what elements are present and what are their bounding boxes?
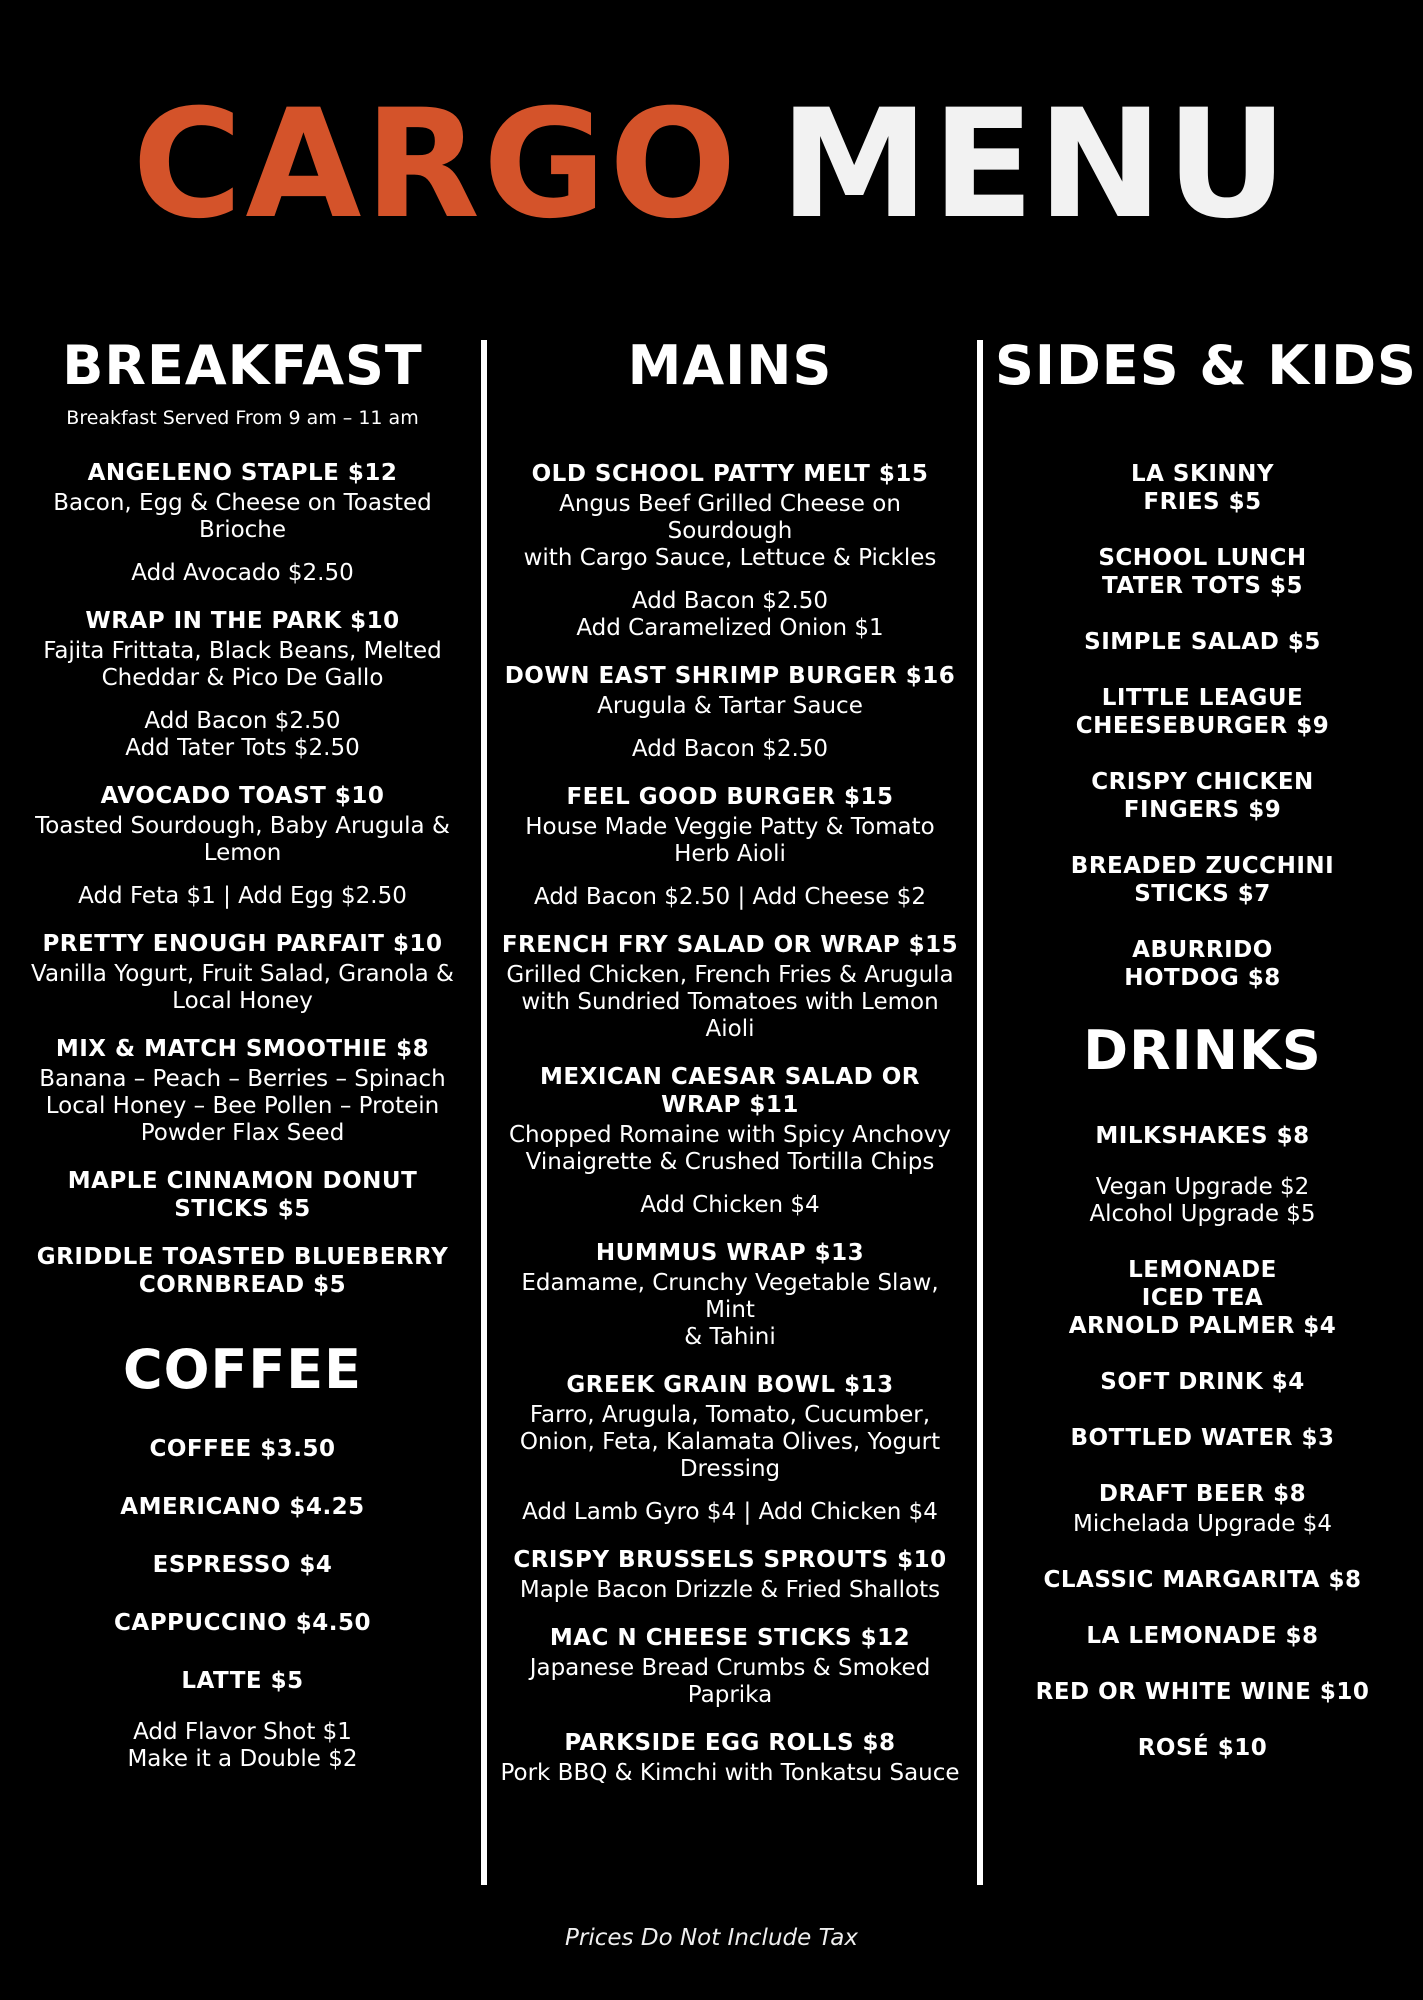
tax-note: Prices Do Not Include Tax — [565, 1925, 858, 1951]
item-name: BREADED ZUCCHINI STICKS $7 — [1070, 853, 1335, 907]
menu-item — [20, 1667, 465, 1695]
item-name: GRIDDLE TOASTED BLUEBERRY CORNBREAD $5 — [36, 1244, 449, 1298]
menu-item — [995, 1368, 1410, 1396]
menu-item — [495, 1371, 965, 1526]
menu-item — [20, 607, 465, 762]
item-name: HUMMUS WRAP $13 — [595, 1240, 865, 1266]
item-name: CRISPY CHICKEN FINGERS $9 — [1091, 769, 1314, 823]
menu-item — [495, 931, 965, 1043]
menu-item — [995, 544, 1410, 600]
item-description: Pork BBQ & Kimchi with Tonkatsu Sauce — [500, 1760, 960, 1786]
menu-item — [995, 628, 1410, 656]
item-name: CAPPUCCINO $4.50 — [114, 1610, 371, 1636]
mains-column — [495, 335, 965, 1807]
item-description: Michelada Upgrade $4 — [1072, 1511, 1332, 1537]
item-description: Arugula & Tartar Sauce — [597, 693, 863, 719]
item-name: MAC N CHEESE STICKS $12 — [549, 1625, 911, 1651]
item-name: ABURRIDO HOTDOG $8 — [1124, 937, 1281, 991]
item-name: MIX & MATCH SMOOTHIE $8 — [55, 1036, 430, 1062]
item-name: LA LEMONADE $8 — [1086, 1623, 1319, 1649]
menu-item — [495, 783, 965, 911]
coffee-heading: COFFEE — [122, 1338, 363, 1401]
item-name: DRAFT BEER $8 — [1098, 1481, 1307, 1507]
menu-item — [20, 930, 465, 1015]
menu-item — [20, 1493, 465, 1521]
item-description: Grilled Chicken, French Fries & Arugula with Sundried Tomatoes with Lemon Aioli — [506, 962, 954, 1042]
item-name: PRETTY ENOUGH PARFAIT $10 — [42, 931, 443, 957]
menu-item — [20, 1167, 465, 1223]
item-name: LATTE $5 — [181, 1668, 304, 1694]
menu-item — [20, 1609, 465, 1637]
breakfast-coffee-column — [20, 335, 465, 1773]
item-name: AVOCADO TOAST $10 — [100, 783, 385, 809]
menu-item — [20, 1243, 465, 1299]
item-name: LEMONADE ICED TEA ARNOLD PALMER $4 — [1068, 1257, 1337, 1339]
menu-item — [995, 1256, 1410, 1340]
drinks-heading: DRINKS — [1083, 1019, 1322, 1082]
item-description: Toasted Sourdough, Baby Arugula & Lemon — [35, 813, 450, 866]
item-name: SIMPLE SALAD $5 — [1084, 629, 1321, 655]
item-name: MILKSHAKES $8 — [1095, 1123, 1310, 1149]
menu-title — [0, 78, 1423, 252]
item-description: Japanese Bread Crumbs & Smoked Paprika — [529, 1655, 931, 1708]
menu-item — [495, 1546, 965, 1604]
menu-item — [995, 768, 1410, 824]
menu-item — [495, 1729, 965, 1787]
item-description: Angus Beef Grilled Cheese on Sourdough with Cargo Sauce, Lettuce & Pickles — [523, 491, 937, 571]
menu-item — [995, 852, 1410, 908]
menu-item — [995, 1122, 1410, 1228]
item-addon: Add Lamb Gyro $4 | Add Chicken $4 — [522, 1499, 938, 1525]
menu-item — [495, 460, 965, 642]
menu-item — [995, 1424, 1410, 1452]
menu-item — [995, 1566, 1410, 1594]
item-addon: Add Bacon $2.50 | Add Cheese $2 — [533, 884, 927, 910]
menu-item — [995, 1480, 1410, 1538]
breakfast-hours: Breakfast Served From 9 am – 11 am — [66, 407, 419, 429]
item-name: LA SKINNY FRIES $5 — [1130, 461, 1275, 515]
menu-item — [995, 460, 1410, 516]
column-divider-left — [481, 340, 487, 1885]
menu-item — [995, 936, 1410, 992]
item-description: House Made Veggie Patty & Tomato Herb Aioli — [525, 814, 935, 867]
item-addon: Add Avocado $2.50 — [131, 560, 354, 586]
menu-item — [995, 1678, 1410, 1706]
item-addon: Add Chicken $4 — [640, 1192, 820, 1218]
column-divider-right — [977, 340, 983, 1885]
item-name: ROSÉ $10 — [1137, 1735, 1268, 1761]
menu-item — [20, 1035, 465, 1147]
item-description: Banana – Peach – Berries – Spinach Local Honey – Bee Pollen – Protein Powder Flax Seed — [39, 1066, 446, 1146]
title-word-menu: MENU — [779, 78, 1291, 252]
menu-item — [20, 459, 465, 587]
item-name: MAPLE CINNAMON DONUT STICKS $5 — [67, 1168, 418, 1222]
item-description: Vanilla Yogurt, Fruit Salad, Granola & Local Honey — [31, 961, 454, 1014]
menu-item — [495, 1063, 965, 1219]
item-name: CLASSIC MARGARITA $8 — [1043, 1567, 1362, 1593]
item-description: Farro, Arugula, Tomato, Cucumber, Onion, Feta, Kalamata Olives, Yogurt Dressing — [519, 1402, 941, 1482]
menu-item — [995, 1734, 1410, 1762]
sides-drinks-column — [995, 334, 1417, 1790]
item-description: Fajita Frittata, Black Beans, Melted Cheddar & Pico De Gallo — [43, 638, 442, 691]
item-description: Chopped Romaine with Spicy Anchovy Vinaigrette & Crushed Tortilla Chips — [508, 1122, 951, 1175]
item-addon: Add Bacon $2.50 Add Caramelized Onion $1 — [576, 588, 884, 641]
menu-item — [495, 662, 965, 763]
menu-item — [995, 684, 1410, 740]
breakfast-heading: BREAKFAST — [62, 334, 423, 397]
item-name: SOFT DRINK $4 — [1100, 1369, 1305, 1395]
menu-item — [20, 1551, 465, 1579]
item-name: AMERICANO $4.25 — [120, 1494, 365, 1520]
menu-item — [20, 1435, 465, 1463]
item-addon: Add Bacon $2.50 Add Tater Tots $2.50 — [125, 708, 360, 761]
sides-heading: SIDES & KIDS — [995, 334, 1417, 397]
item-name: PARKSIDE EGG ROLLS $8 — [564, 1730, 896, 1756]
item-name: FRENCH FRY SALAD OR WRAP $15 — [501, 932, 959, 958]
item-name: SCHOOL LUNCH TATER TOTS $5 — [1098, 545, 1307, 599]
item-name: MEXICAN CAESAR SALAD OR WRAP $11 — [540, 1064, 920, 1118]
coffee-addons: Add Flavor Shot $1 Make it a Double $2 — [127, 1719, 358, 1772]
item-name: GREEK GRAIN BOWL $13 — [566, 1372, 894, 1398]
item-description: Edamame, Crunchy Vegetable Slaw, Mint & Tahini — [521, 1270, 939, 1350]
item-name: ANGELENO STAPLE $12 — [87, 460, 398, 486]
title-word-cargo: CARGO — [132, 78, 740, 252]
item-name: CRISPY BRUSSELS SPROUTS $10 — [513, 1547, 947, 1573]
item-name: OLD SCHOOL PATTY MELT $15 — [531, 461, 929, 487]
mains-heading: MAINS — [627, 334, 833, 397]
item-name: FEEL GOOD BURGER $15 — [566, 784, 894, 810]
item-name: BOTTLED WATER $3 — [1070, 1425, 1335, 1451]
item-addon: Vegan Upgrade $2 Alcohol Upgrade $5 — [1089, 1174, 1316, 1227]
menu-item — [995, 1622, 1410, 1650]
item-name: ESPRESSO $4 — [152, 1552, 333, 1578]
item-description: Maple Bacon Drizzle & Fried Shallots — [519, 1577, 941, 1603]
item-name: COFFEE $3.50 — [149, 1436, 336, 1462]
item-addon: Add Bacon $2.50 — [631, 736, 829, 762]
item-addon: Add Feta $1 | Add Egg $2.50 — [78, 883, 407, 909]
item-description: Bacon, Egg & Cheese on Toasted Brioche — [53, 490, 432, 543]
menu-item — [495, 1624, 965, 1709]
menu-item — [20, 782, 465, 910]
item-name: DOWN EAST SHRIMP BURGER $16 — [504, 663, 956, 689]
item-name: RED OR WHITE WINE $10 — [1035, 1679, 1370, 1705]
item-name: LITTLE LEAGUE CHEESEBURGER $9 — [1075, 685, 1330, 739]
item-name: WRAP IN THE PARK $10 — [85, 608, 400, 634]
menu-item — [495, 1239, 965, 1351]
